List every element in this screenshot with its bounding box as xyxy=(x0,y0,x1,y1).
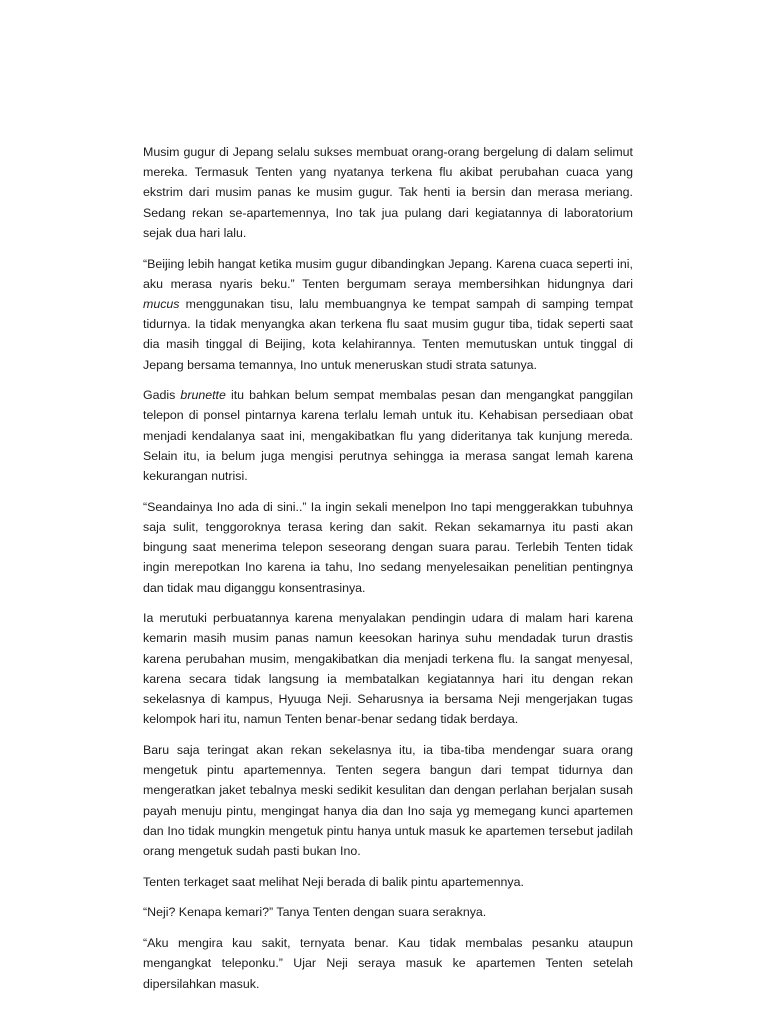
paragraph-5: Ia merutuki perbuatannya karena menyalakan pendingin udara di malam hari karena kemarin masih musim panas namun keesokan harinya suhu mendadak turun drastis karena perubahan musim, mengakibatkan dia menjadi terkena flu. Ia sangat menyesal, karena secara tidak langsung ia membatalkan kegiatannya hari itu dengan rekan sekelasnya di kampus, Hyuuga Neji. Seharusnya ia bersama Neji mengerjakan tugas kelompok hari itu, namun Tenten benar-benar sedang tidak berdaya. xyxy=(143,611,633,727)
paragraph-2: “Beijing lebih hangat ketika musim gugur dibandingkan Jepang. Karena cuaca seperti ini, aku merasa nyaris beku.” Tenten bergumam seraya membersihkan hidungnya dari mucus menggunakan tisu, lalu membuangnya ke tempat sampah di samping tempat tidurnya. Ia tidak menyangka akan terkena flu saat musim gugur tiba, tidak seperti saat dia masih tinggal di Beijing, kota kelahirannya. Tenten memutuskan untuk tinggal di Jepang bersama temannya, Ino untuk meneruskan studi strata satunya. xyxy=(143,256,633,372)
italic-term: mucus xyxy=(143,296,180,311)
document-body xyxy=(143,142,633,1004)
paragraph-8: “Neji? Kenapa kemari?” Tanya Tenten dengan suara seraknya. xyxy=(143,905,487,920)
paragraph-6: Baru saja teringat akan rekan sekelasnya itu, ia tiba-tiba mendengar suara orang mengetuk pintu apartemennya. Tenten segera bangun dari tempat tidurnya dan mengeratkan jaket tebalnya meski sedikit kesulitan dan dengan perlahan berjalan susah payah menuju pintu, mengingat hanya dia dan Ino saja yg memegang kunci apartemen dan Ino tidak mungkin mengetuk pintu hanya untuk masuk ke apartemen tersebut jadilah orang mengetuk sudah pasti bukan Ino. xyxy=(143,742,633,858)
paragraph-7: Tenten terkaget saat melihat Neji berada di balik pintu apartemennya. xyxy=(143,874,524,889)
paragraph-4: “Seandainya Ino ada di sini..” Ia ingin sekali menelpon Ino tapi menggerakkan tubuhnya saja sulit, tenggoroknya terasa kering dan sakit. Rekan sekamarnya itu pasti akan bingung saat menerima telepon seseorang dengan suara parau. Terlebih Tenten tidak ingin merepotkan Ino karena ia tahu, Ino sedang menyelesaikan penelitian pentingnya dan tidak mau diganggu konsentrasinya. xyxy=(143,499,633,595)
paragraph-3: Gadis brunette itu bahkan belum sempat membalas pesan dan mengangkat panggilan telepon di ponsel pintarnya karena terlalu lemah untuk itu. Kehabisan persediaan obat menjadi kendalanya saat ini, mengakibatkan flu yang dideritanya tak kunjung mereda. Selain itu, ia belum juga mengisi perutnya sehingga ia merasa sangat lemah karena kekurangan nutrisi. xyxy=(143,388,633,484)
paragraph-1: Musim gugur di Jepang selalu sukses membuat orang-orang bergelung di dalam selimut mereka. Termasuk Tenten yang nyatanya terkena flu akibat perubahan cuaca yang ekstrim dari musim panas ke musim gugur. Tak henti ia bersin dan merasa meriang. Sedang rekan se-apartemennya, Ino tak jua pulang dari kegiatannya di laboratorium sejak dua hari lalu. xyxy=(143,145,633,240)
paragraph-9: “Aku mengira kau sakit, ternyata benar. Kau tidak membalas pesanku ataupun mengangkat teleponku.” Ujar Neji seraya masuk ke apartemen Tenten setelah dipersilahkan masuk. xyxy=(143,936,633,991)
italic-term: brunette xyxy=(180,388,226,403)
